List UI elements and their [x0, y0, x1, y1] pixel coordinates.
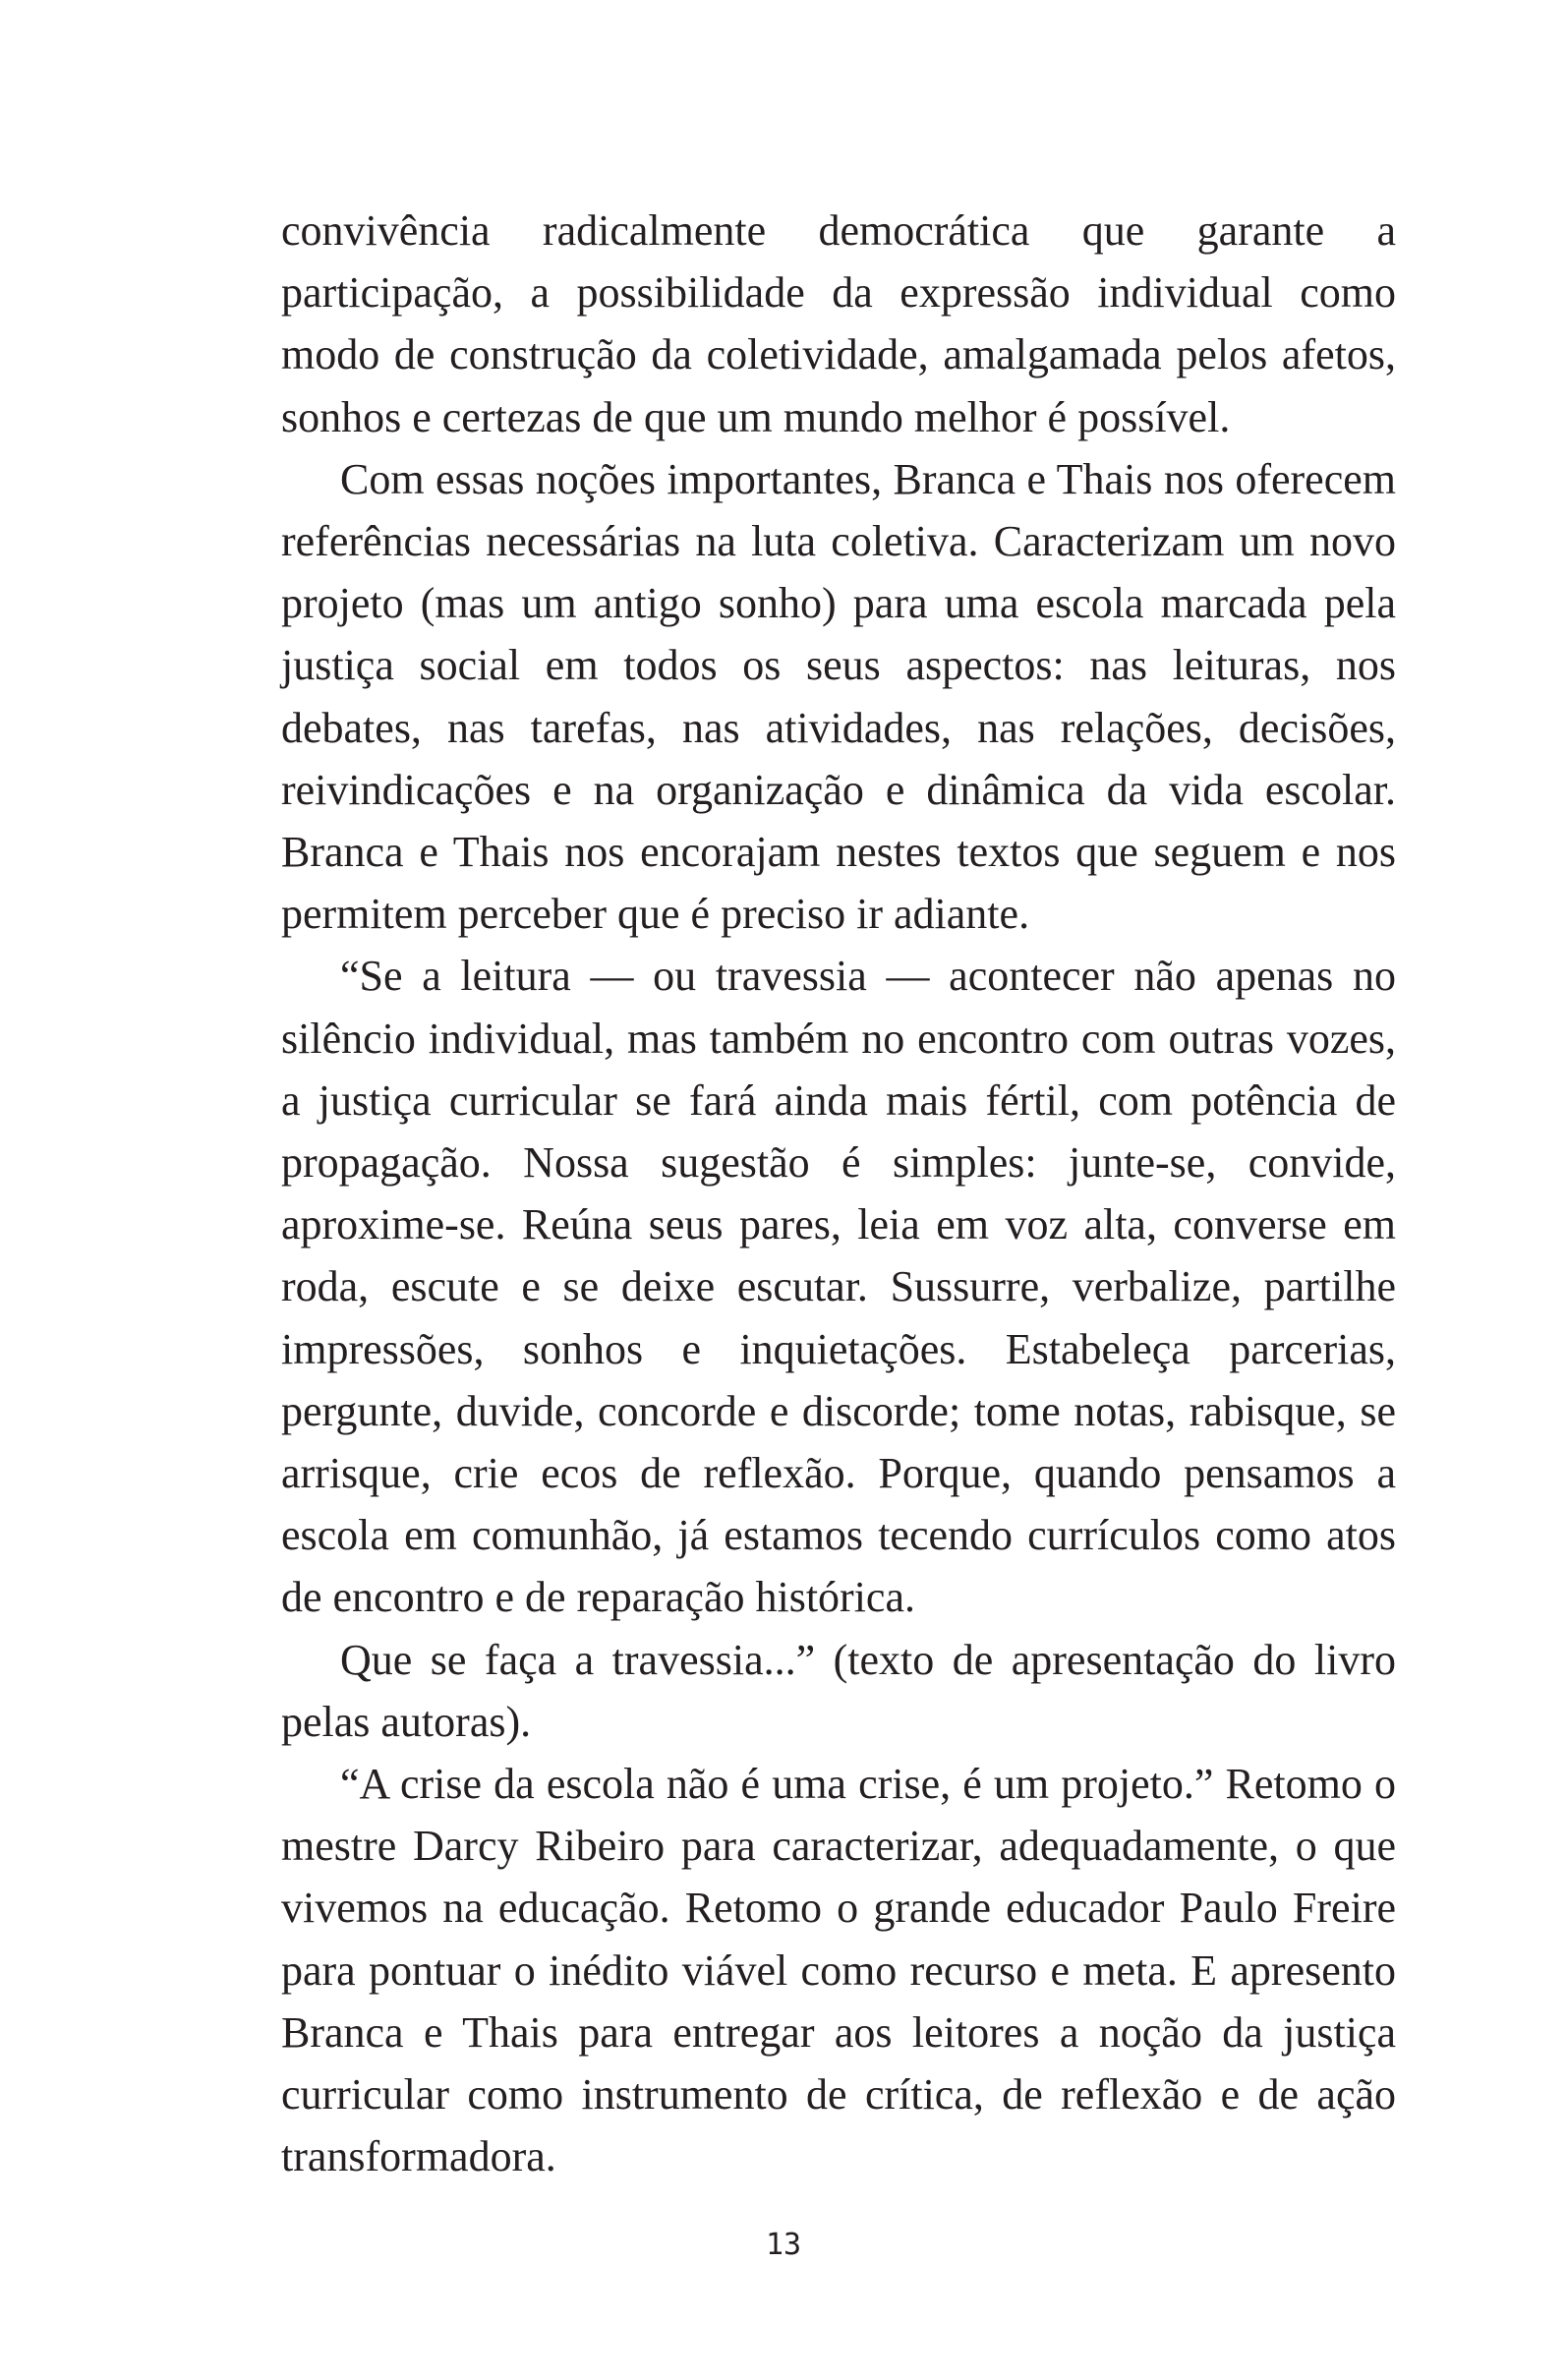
paragraph-quote-travessia: “Se a leitura — ou travessia — acontecer não apenas no silêncio individual, mas também no encontro com outras vozes, a justiça curricular se fará ainda mais fértil, com potência de propagação. Nossa sugestão é simples: junte-se, convide, aproxime-se. Reúna seus pares, leia em voz alta, converse em roda, escute e se deixe escutar. Sussurre, verbalize, partilhe impressões, sonhos e inquietações. Estabeleça parcerias, pergunte, duvide, concorde e discorde; tome notas, rabisque, se arrisque, crie ecos de reflexão. Porque, quando pensamos a escola em comunhão, já estamos tecendo currículos como atos de encontro e de reparação histórica.: [281, 952, 1396, 1622]
paragraph-quote-end: Que se faça a travessia...” (texto de apresentação do livro pelas autoras).: [281, 1635, 1396, 1746]
paragraph-branca-thais-notions: Com essas noções importantes, Branca e Thais nos oferecem referências necessárias na luta coletiva. Caracterizam um novo projeto (mas um antigo sonho) para uma escola marcada pela justiça social em todos os seus aspectos: nas leituras, nos debates, nas tarefas, nas atividades, nas relações, decisões, reivindicações e na organização e dinâmica da vida escolar. Branca e Thais nos encorajam nestes textos que seguem e nos permitem perceber que é preciso ir adiante.: [281, 454, 1396, 939]
paragraph-crise-da-escola: “A crise da escola não é uma crise, é um projeto.” Retomo o mestre Darcy Ribeiro para caracterizar, adequadamente, o que vivemos na educação. Retomo o grande educador Paulo Freire para pontuar o inédito viável como recurso e meta. E apresento Branca e Thais para entregar aos leitores a noção da justiça curricular como instrumento de crítica, de reflexão e de ação transformadora.: [281, 1760, 1396, 2181]
paragraph-continuation: convivência radicalmente democrática que garante a participação, a possibilidade da expressão individual como modo de construção da coletividade, amalgamada pelos afetos, sonhos e certezas de que um mundo melhor é possível.: [281, 206, 1396, 441]
page-number: 13: [765, 2228, 802, 2262]
body-text: [281, 200, 1396, 2188]
